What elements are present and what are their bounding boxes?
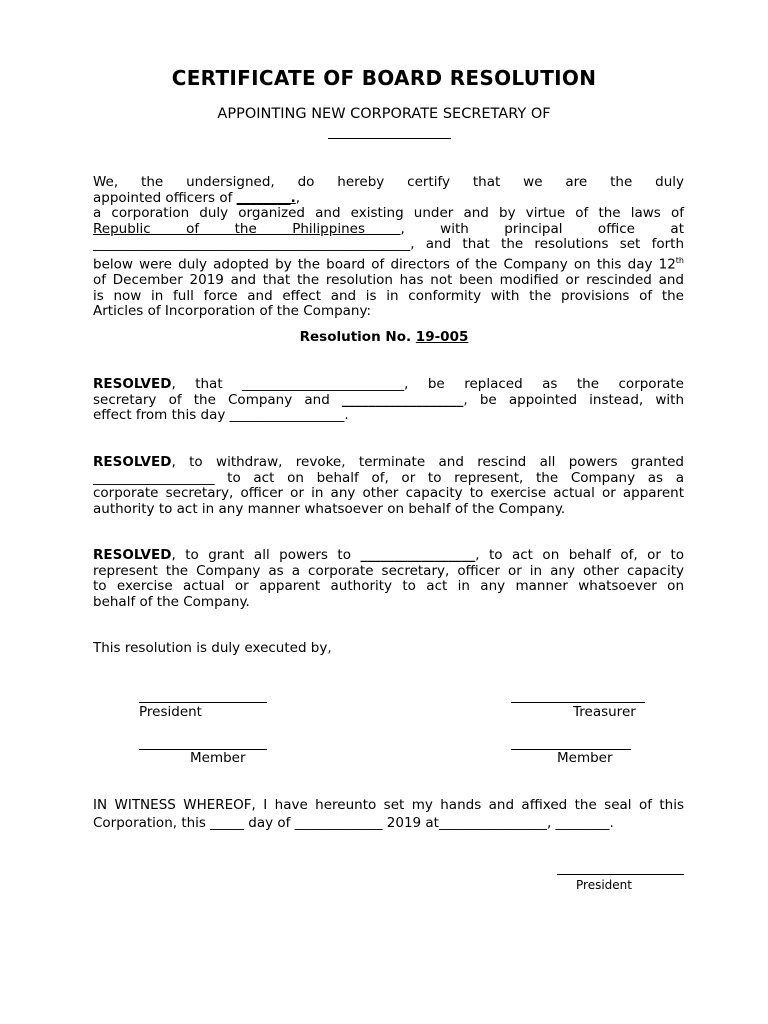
resolved-line: to exercise actual or apparent authority to act in any manner whatsoever on	[93, 578, 684, 595]
intro-text: below were duly adopted by the board of directors of the Company on this day 12	[93, 256, 676, 273]
intro-line: Articles of Incorporation of the Company:	[93, 303, 372, 320]
witness-paragraph	[93, 797, 684, 832]
resolved-line	[93, 548, 684, 564]
resolved-line: authority to act in any manner whatsoever on behalf of the Company.	[93, 500, 566, 517]
resolved-paragraph-2	[93, 455, 684, 517]
country-name: Republic of the Philippines	[93, 220, 401, 237]
resolved-line	[93, 393, 684, 409]
appointee-blank: __________________	[341, 391, 464, 408]
president-signature-line	[139, 702, 267, 703]
witness-line: IN WITNESS WHEREOF, I have hereunto set my hands and affixed the seal of this	[93, 797, 684, 813]
resolved-line: represent the Company as a corporate secretary, officer or in any other capacity	[93, 562, 684, 579]
resolved-line: behalf of the Company.	[93, 593, 250, 610]
resolved-paragraph-1	[93, 377, 684, 424]
document-title: CERTIFICATE OF BOARD RESOLUTION	[171, 66, 597, 90]
resolved-line: effect from this day _________________.	[93, 407, 349, 424]
resolved-text: , that ________________________, be replaced as the corporate	[171, 376, 684, 392]
date-suffix: th	[675, 255, 684, 265]
resolved-text: , to withdraw, revoke, terminate and rescind all powers granted	[171, 454, 684, 470]
member-left-label: Member	[190, 750, 246, 766]
resolved-paragraph-3	[93, 548, 684, 610]
final-signature-line	[557, 874, 684, 875]
resolved-line: __________________ to act on behalf of, or to represent, the Company as a	[93, 469, 684, 486]
treasurer-signature-line	[511, 702, 645, 703]
member-right-label: Member	[557, 750, 613, 766]
final-president-label: President	[576, 878, 632, 892]
resolved-line: corporate secretary, officer or in any other capacity to exercise actual or apparent	[93, 485, 684, 502]
resolved-line	[93, 377, 684, 393]
resolved-text: secretary of the Company and	[93, 391, 342, 408]
intro-line	[93, 222, 684, 238]
intro-text: ,	[295, 189, 301, 206]
intro-line: is now in full force and effect and is in conformity with the provisions of the	[93, 287, 684, 304]
resolved-keyword: RESOLVED	[93, 376, 172, 392]
resolved-text: , to grant all powers to	[171, 547, 361, 563]
resolved-keyword: RESOLVED	[93, 547, 172, 563]
intro-paragraph	[93, 175, 684, 320]
intro-line: of December 2019 and that the resolution has not been modified or rescinded and	[93, 272, 684, 289]
resolution-number: 19-005	[415, 329, 469, 345]
intro-line	[93, 191, 684, 207]
resolved-keyword: RESOLVED	[93, 454, 172, 470]
intro-line	[93, 253, 684, 273]
executed-by-text: This resolution is duly executed by,	[93, 640, 332, 656]
document-subtitle: APPOINTING NEW CORPORATE SECRETARY OF	[217, 106, 551, 122]
intro-text: , with principal office at	[400, 220, 684, 237]
company-name-blank	[328, 138, 451, 139]
witness-line: Corporation, this _____ day of _____________ 2019 at________________, ________.	[93, 814, 614, 831]
resolution-label: Resolution No.	[299, 329, 412, 345]
officers-blank: ________.	[236, 189, 296, 206]
resolved-text: , be appointed instead, with	[463, 391, 685, 408]
president-label: President	[139, 704, 202, 720]
address-blank: _______________________________________________	[93, 236, 411, 253]
intro-line: We, the undersigned, do hereby certify that we are the duly	[93, 174, 684, 190]
grantee-blank: _________________	[360, 547, 476, 563]
intro-text: , and that the resolutions set forth	[410, 236, 684, 253]
intro-line	[93, 237, 684, 253]
intro-text: appointed officers of	[93, 189, 237, 206]
resolved-text: , to act on behalf of, or to	[475, 547, 685, 563]
resolution-number-heading	[0, 329, 768, 345]
resolved-line	[93, 455, 684, 471]
treasurer-label: Treasurer	[573, 704, 636, 720]
intro-line: a corporation duly organized and existing under and by virtue of the laws of	[93, 205, 684, 222]
